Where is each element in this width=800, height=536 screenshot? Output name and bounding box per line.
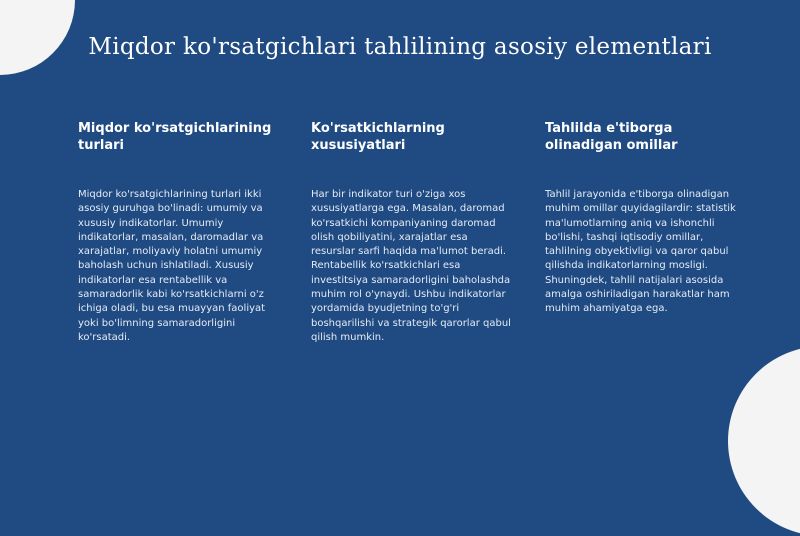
column-heading: Miqdor ko'rsatgichlarining turlari <box>78 121 272 153</box>
column-analysis-factors <box>545 120 745 317</box>
decorative-circle-bottom-right <box>728 346 800 536</box>
column-body: Har bir indikator turi o'ziga xos xususiyatlarga ega. Masalan, daromad ko'rsatkichi kompaniyaning daromad olish qobiliyatini, xarajatlar esa resurslar sarfi haqida ma'lumot beradi. Rentabellik ko'rsatkichlari esa investitsiya samaradorligini baholashda muhim rol o'ynaydi. Ushbu indikatorlar yordamida byudjetning to'g'ri boshqarilishi va strategik qarorlar qabul qilish mumkin. <box>311 189 511 343</box>
column-heading: Tahlilda e'tiborga olinadigan omillar <box>545 121 678 153</box>
column-heading: Ko'rsatkichlarning xususiyatlari <box>311 121 445 153</box>
column-indicator-properties <box>311 120 511 345</box>
column-indicator-types <box>78 120 278 345</box>
column-body: Miqdor ko'rsatgichlarining turlari ikki asosiy guruhga bo'linadi: umumiy va xususiy indikatorlar. Umumiy indikatorlar, masalan, daromadlar va xarajatlar, moliyaviy holatni umumiy baholash uchun ishlatiladi. Xususiy indikatorlar esa rentabellik va samaradorlik kabi ko'rsatkichlarni o'z ichiga oladi, bu esa muayyan faoliyat yoki bo'limning samaradorligini ko'rsatadi. <box>78 189 266 343</box>
column-body: Tahlil jarayonida e'tiborga olinadigan muhim omillar quyidagilardir: statistik ma'lumotlarning aniq va ishonchli bo'lishi, tashqi iqtisodiy omillar, tahlilning obyektivligi va qaror qabul qilishda indikatorlarning mosligi. Shuningdek, tahlil natijalari asosida amalga oshiriladigan harakatlar ham muhim ahamiyatga ega. <box>545 189 736 315</box>
slide-title: Miqdor ko'rsatgichlari tahlilining asosiy elementlari <box>88 34 712 60</box>
